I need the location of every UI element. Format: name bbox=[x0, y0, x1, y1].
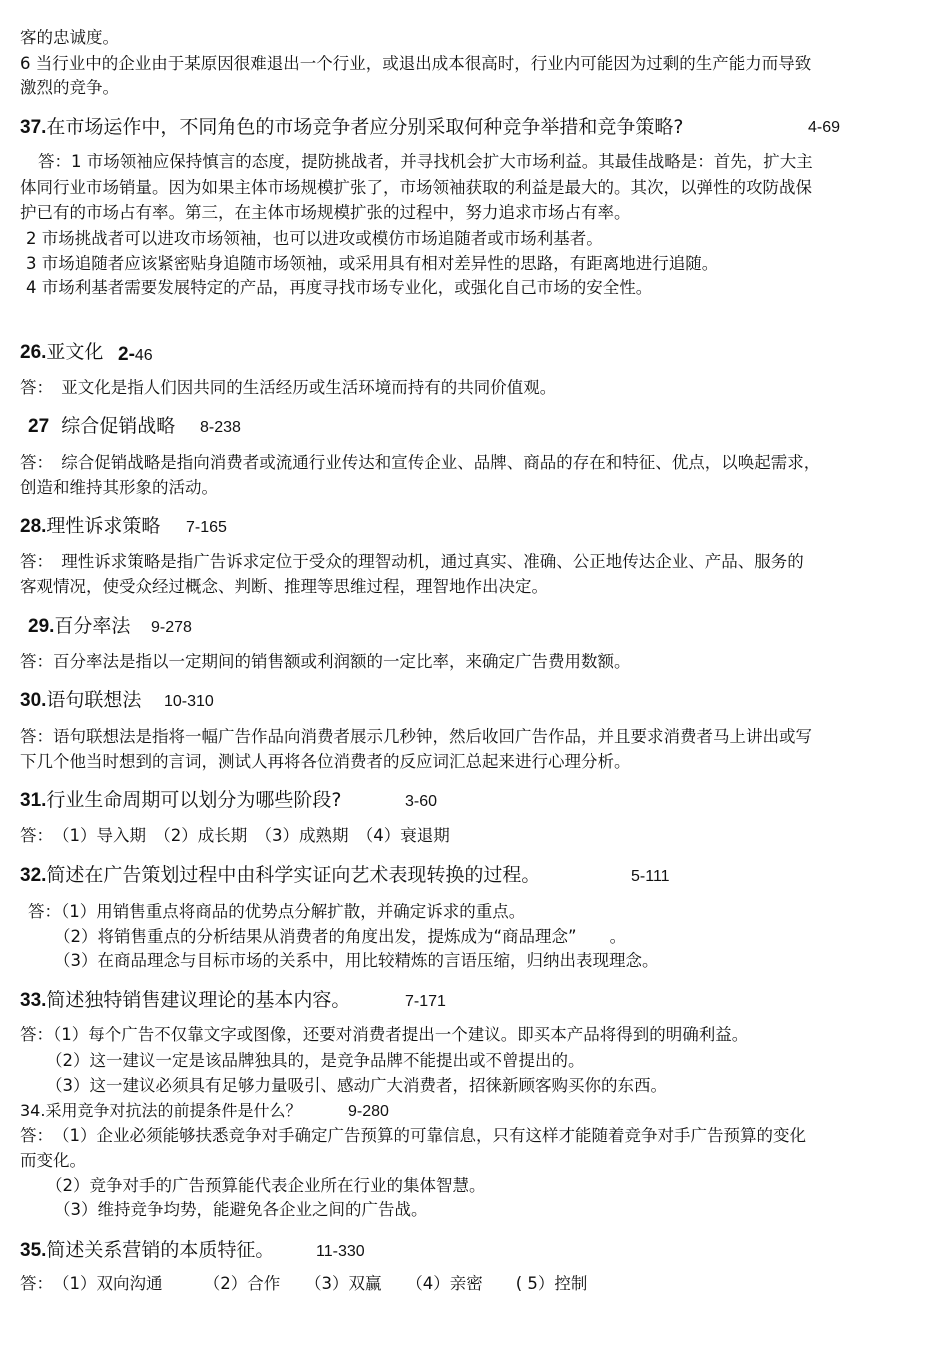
answer-line: 3 市场追随者应该紧密贴身追随市场领袖，或采用具有相对差异性的思路，有距离地进行追随。 bbox=[26, 254, 719, 273]
page-ref: 2-46 bbox=[118, 344, 153, 365]
page-ref: 7-171 bbox=[405, 993, 446, 1010]
answer-line: 答： （1）导入期 （2）成长期 （3）成熟期 （4）衰退期 bbox=[20, 826, 450, 845]
question-29-heading bbox=[28, 613, 130, 640]
page-ref: 11-330 bbox=[316, 1243, 365, 1260]
question-32-heading bbox=[20, 862, 540, 889]
question-33-heading bbox=[20, 987, 350, 1014]
question-title: 综合促销战略 bbox=[61, 415, 176, 437]
page-ref: 4-69 bbox=[808, 119, 841, 136]
question-title: 在市场运作中，不同角色的市场竞争者应分别采取何种竞争举措和竞争策略? bbox=[46, 116, 684, 138]
page-ref: 8-238 bbox=[200, 419, 241, 436]
answer-line: （3）在商品理念与目标市场的关系中，用比较精炼的言语压缩，归纳出表现理念。 bbox=[54, 951, 659, 970]
question-number: 28. bbox=[20, 516, 47, 537]
page-ref: 7-165 bbox=[186, 519, 227, 536]
answer-line: 2 市场挑战者可以进攻市场领袖，也可以进攻或模仿市场追随者或市场利基者。 bbox=[26, 229, 603, 248]
answer-line: （3）这一建议必须具有足够力量吸引、感动广大消费者，招徕新顾客购买你的东西。 bbox=[46, 1076, 667, 1095]
question-title: 亚文化 bbox=[46, 341, 104, 363]
question-number: 32. bbox=[20, 865, 47, 886]
answer-line: 创造和维持其形象的活动。 bbox=[20, 478, 218, 497]
question-title: 行业生命周期可以划分为哪些阶段? bbox=[46, 789, 342, 811]
question-title: 理性诉求策略 bbox=[46, 515, 161, 537]
question-number: 30. bbox=[20, 690, 47, 711]
question-number: 29. bbox=[28, 616, 55, 637]
text-line: 客的忠诚度。 bbox=[20, 28, 119, 47]
question-26-heading bbox=[20, 339, 103, 366]
answer-line: （2）竞争对手的广告预算能代表企业所在行业的集体智慧。 bbox=[46, 1176, 486, 1195]
answer-line: 答：1 市场领袖应保持慎言的态度，提防挑战者，并寻找机会扩大市场利益。其最佳战略是：首先，扩大主 bbox=[38, 152, 813, 171]
answer-line: （3）维持竞争均势，能避免各企业之间的广告战。 bbox=[54, 1200, 428, 1219]
page-ref: 9-280 bbox=[348, 1103, 389, 1120]
question-number: 37. bbox=[20, 117, 47, 138]
question-number: 27 bbox=[28, 416, 50, 437]
question-number: 33. bbox=[20, 990, 47, 1011]
question-31-heading bbox=[20, 787, 342, 814]
page-ref: 9-278 bbox=[151, 619, 192, 636]
answer-line: 客观情况，使受众经过概念、判断、推理等思维过程，理智地作出决定。 bbox=[20, 577, 548, 596]
page-ref: 5-111 bbox=[631, 868, 670, 885]
question-35-heading bbox=[20, 1237, 274, 1264]
question-title: 百分率法 bbox=[54, 615, 131, 637]
answer-line: 下几个他当时想到的言词，测试人再将各位消费者的反应词汇总起来进行心理分析。 bbox=[20, 752, 631, 771]
text-line: 激烈的竞争。 bbox=[20, 78, 119, 97]
answer-line: 答： 亚文化是指人们因共同的生活经历或生活环境而持有的共同价值观。 bbox=[20, 378, 557, 397]
answer-line: 4 市场利基者需要发展特定的产品，再度寻找市场专业化，或强化自己市场的安全性。 bbox=[26, 278, 653, 297]
question-28-heading bbox=[20, 513, 160, 540]
answer-line: 体同行业市场销量。因为如果主体市场规模扩张了，市场领袖获取的利益是最大的。其次，以弹性的攻防战保 bbox=[20, 178, 812, 197]
answer-line: 答：百分率法是指以一定期间的销售额或利润额的一定比率，来确定广告费用数额。 bbox=[20, 652, 631, 671]
question-number: 26. bbox=[20, 342, 47, 363]
question-title: 简述独特销售建议理论的基本内容。 bbox=[46, 989, 351, 1011]
question-title: 简述在广告策划过程中由科学实证向艺术表现转换的过程。 bbox=[46, 864, 541, 886]
question-30-heading bbox=[20, 687, 141, 714]
answer-line: 答：（1）用销售重点将商品的优势点分解扩散，并确定诉求的重点。 bbox=[28, 902, 526, 921]
answer-line: 答： （1）企业必须能够扶悉竞争对手确定广告预算的可靠信息，只有这样才能随着竞争对手广告预算的变化 bbox=[20, 1126, 806, 1145]
question-27-heading bbox=[28, 413, 175, 440]
answer-line: 答： 理性诉求策略是指广告诉求定位于受众的理智动机，通过真实、准确、公正地传达企业、产品、服务的 bbox=[20, 552, 804, 571]
answer-line: 答：语句联想法是指将一幅广告作品向消费者展示几秒钟，然后收回广告作品，并且要求消费者马上讲出或写 bbox=[20, 727, 812, 746]
question-37-heading bbox=[20, 114, 684, 141]
answer-line: （2）这一建议一定是该品牌独具的，是竞争品牌不能提出或不曾提出的。 bbox=[46, 1051, 585, 1070]
page-ref: 3-60 bbox=[405, 793, 438, 810]
question-number: 35. bbox=[20, 1240, 47, 1261]
answer-line: 答： 综合促销战略是指向消费者或流通行业传达和宣传企业、品牌、商品的存在和特征、优点，以唤起需求， bbox=[20, 453, 821, 472]
page-ref: 10-310 bbox=[164, 693, 214, 710]
answer-line: （2）将销售重点的分析结果从消费者的角度出发，提炼成为“商品理念” 。 bbox=[54, 927, 627, 946]
question-34-heading: 34.采用竞争对抗法的前提条件是什么？ bbox=[20, 1101, 302, 1120]
answer-line: 答：（1）每个广告不仅靠文字或图像，还要对消费者提出一个建议。即买本产品将得到的明确利益。 bbox=[20, 1025, 749, 1044]
answer-line: 答： （1）双向沟通 （2）合作 （3）双赢 （4）亲密 ( 5）控制 bbox=[20, 1274, 588, 1293]
answer-line: 而变化。 bbox=[20, 1151, 86, 1170]
text-line: 6 当行业中的企业由于某原因很难退出一个行业，或退出成本很高时，行业内可能因为过剩的生产能力而导致 bbox=[20, 54, 812, 73]
question-title: 语句联想法 bbox=[46, 689, 142, 711]
question-title: 简述关系营销的本质特征。 bbox=[46, 1239, 275, 1261]
question-number: 31. bbox=[20, 790, 47, 811]
answer-line: 护已有的市场占有率。第三，在主体市场规模扩张的过程中，努力追求市场占有率。 bbox=[20, 203, 631, 222]
